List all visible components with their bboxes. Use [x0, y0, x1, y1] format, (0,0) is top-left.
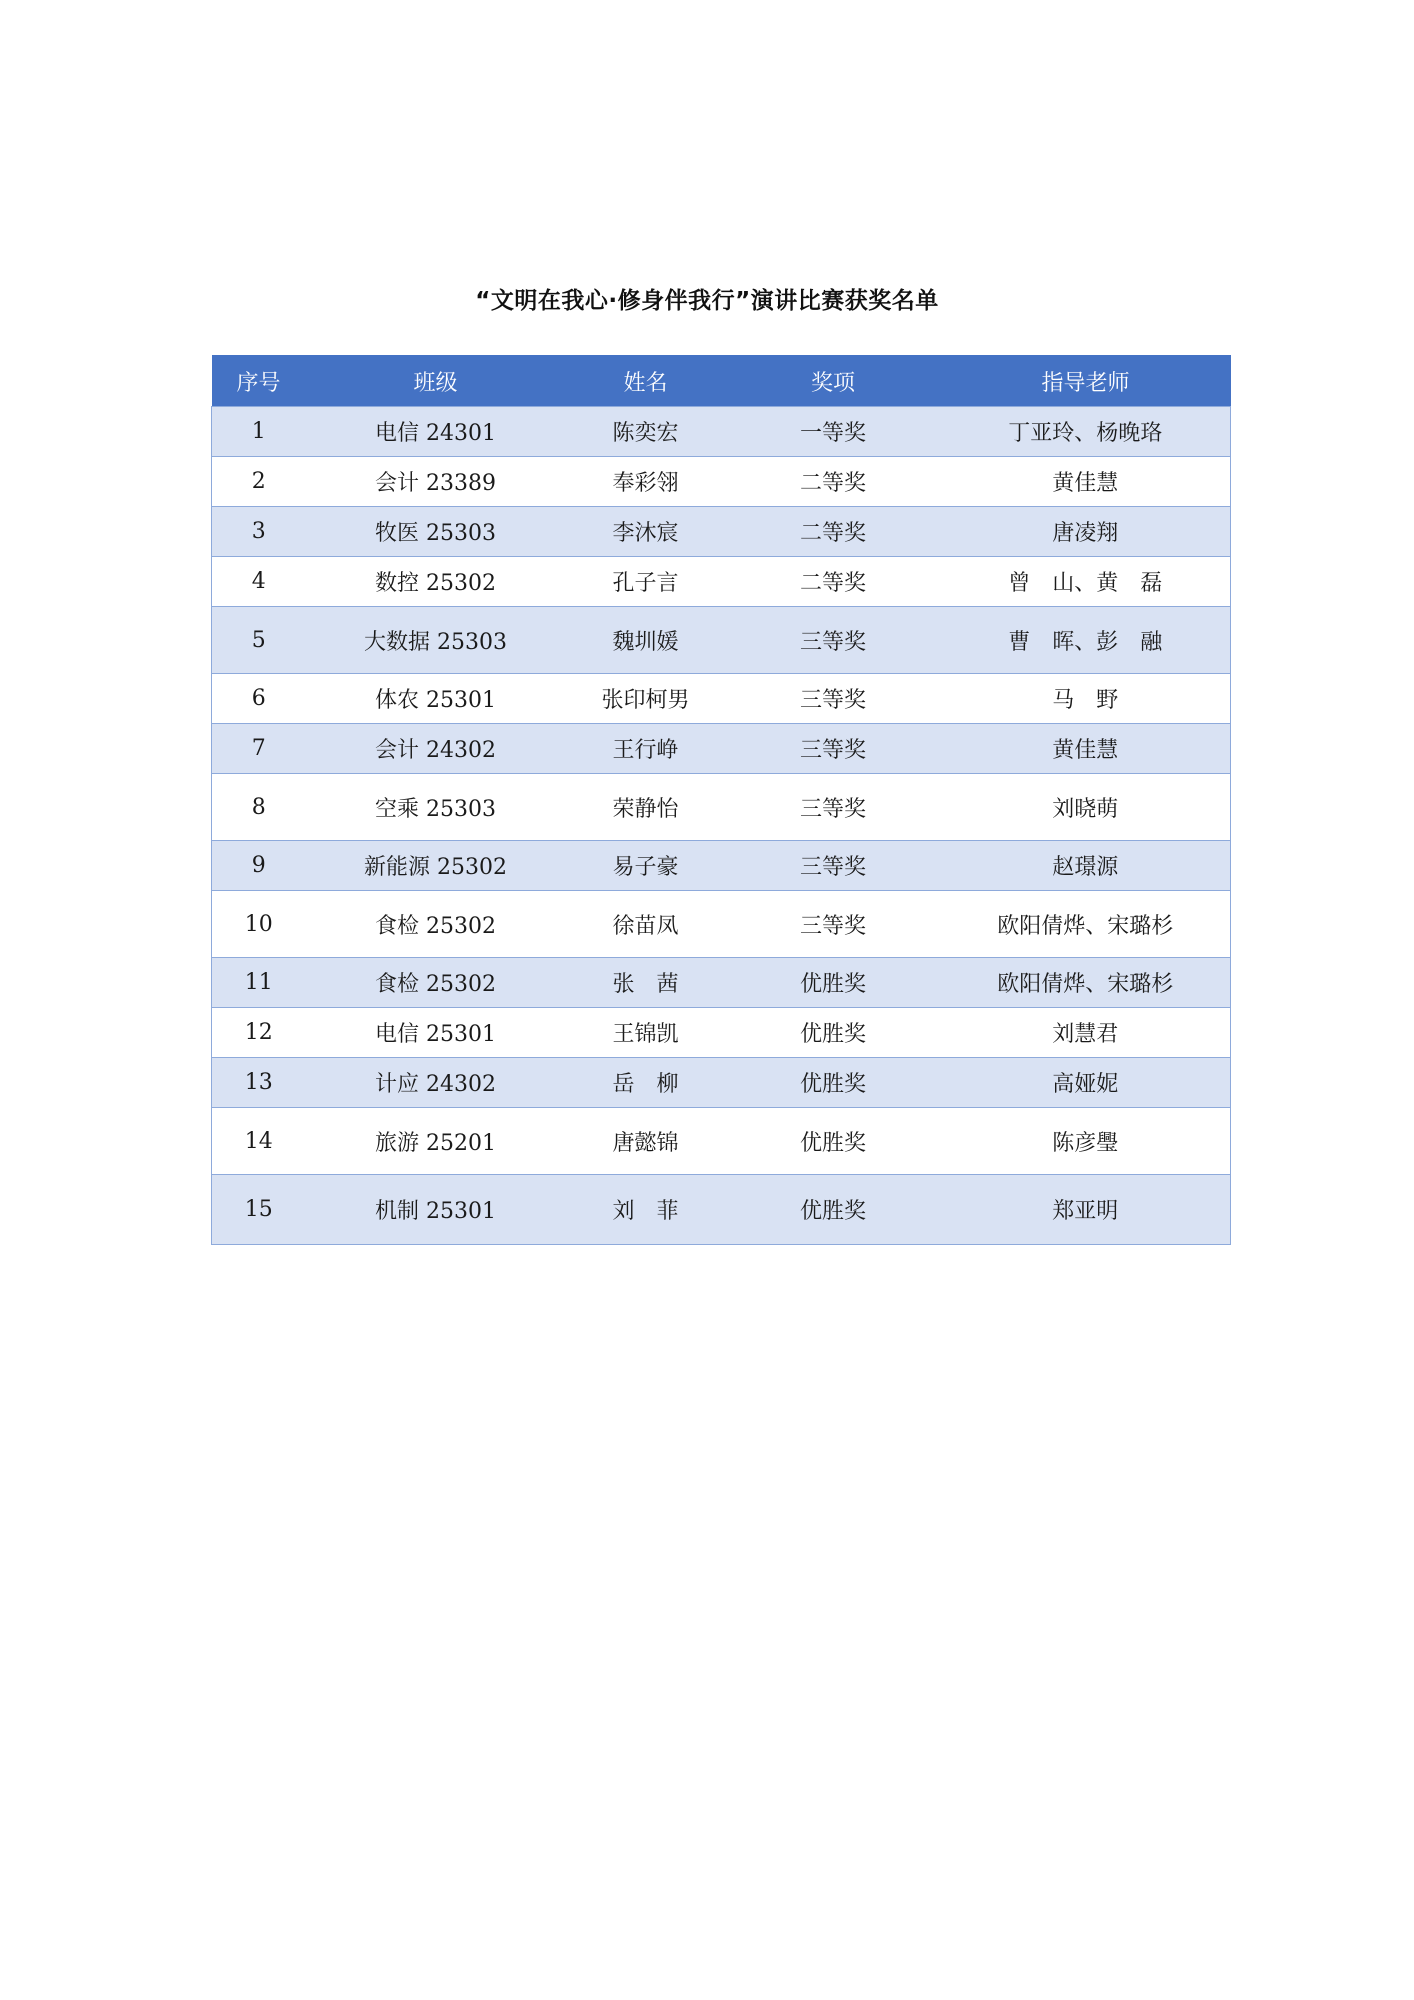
cell-award: 三等奖 — [726, 891, 941, 958]
cell-teacher: 曾 山、黄 磊 — [941, 557, 1231, 607]
cell-teacher: 赵璟源 — [941, 841, 1231, 891]
cell-teacher: 陈彦璺 — [941, 1108, 1231, 1175]
cell-class: 旅游 25201 — [306, 1108, 566, 1175]
cell-award: 优胜奖 — [726, 1175, 941, 1245]
cell-teacher: 欧阳倩烨、宋璐杉 — [941, 891, 1231, 958]
cell-teacher: 刘晓萌 — [941, 774, 1231, 841]
header-teacher: 指导老师 — [941, 356, 1231, 407]
table-row — [212, 1058, 1231, 1108]
cell-class: 数控 25302 — [306, 557, 566, 607]
cell-award: 优胜奖 — [726, 1008, 941, 1058]
cell-award: 二等奖 — [726, 507, 941, 557]
cell-teacher: 马 野 — [941, 674, 1231, 724]
table-row — [212, 457, 1231, 507]
cell-class: 牧医 25303 — [306, 507, 566, 557]
cell-class: 机制 25301 — [306, 1175, 566, 1245]
cell-name: 魏圳媛 — [566, 607, 726, 674]
cell-name: 易子豪 — [566, 841, 726, 891]
header-no: 序号 — [212, 356, 306, 407]
cell-teacher: 丁亚玲、杨晚珞 — [941, 407, 1231, 457]
cell-class: 食检 25302 — [306, 958, 566, 1008]
cell-class: 会计 24302 — [306, 724, 566, 774]
cell-no: 9 — [212, 841, 306, 891]
cell-no: 6 — [212, 674, 306, 724]
cell-no: 10 — [212, 891, 306, 958]
cell-award: 三等奖 — [726, 724, 941, 774]
cell-teacher: 黄佳慧 — [941, 724, 1231, 774]
cell-award: 优胜奖 — [726, 1108, 941, 1175]
cell-no: 14 — [212, 1108, 306, 1175]
cell-award: 二等奖 — [726, 557, 941, 607]
cell-teacher: 曹 晖、彭 融 — [941, 607, 1231, 674]
table-row — [212, 774, 1231, 841]
header-row — [212, 356, 1231, 407]
cell-name: 陈奕宏 — [566, 407, 726, 457]
cell-teacher: 唐凌翔 — [941, 507, 1231, 557]
cell-award: 三等奖 — [726, 841, 941, 891]
table-row — [212, 958, 1231, 1008]
cell-class: 大数据 25303 — [306, 607, 566, 674]
cell-no: 12 — [212, 1008, 306, 1058]
cell-no: 4 — [212, 557, 306, 607]
document-title: “文明在我心·修身伴我行”演讲比赛获奖名单 — [475, 288, 939, 314]
cell-award: 优胜奖 — [726, 958, 941, 1008]
cell-no: 7 — [212, 724, 306, 774]
cell-award: 二等奖 — [726, 457, 941, 507]
cell-class: 电信 24301 — [306, 407, 566, 457]
table-row — [212, 557, 1231, 607]
cell-no: 8 — [212, 774, 306, 841]
header-award: 奖项 — [726, 356, 941, 407]
cell-class: 电信 25301 — [306, 1008, 566, 1058]
cell-award: 一等奖 — [726, 407, 941, 457]
cell-name: 唐懿锦 — [566, 1108, 726, 1175]
cell-teacher: 郑亚明 — [941, 1175, 1231, 1245]
cell-no: 1 — [212, 407, 306, 457]
cell-name: 张印柯男 — [566, 674, 726, 724]
cell-teacher: 高娅妮 — [941, 1058, 1231, 1108]
cell-name: 李沐宸 — [566, 507, 726, 557]
table-row — [212, 407, 1231, 457]
table-row — [212, 841, 1231, 891]
cell-award: 三等奖 — [726, 607, 941, 674]
table-row — [212, 1108, 1231, 1175]
awards-table — [211, 355, 1231, 1245]
cell-name: 张 茜 — [566, 958, 726, 1008]
table-row — [212, 1175, 1231, 1245]
cell-award: 优胜奖 — [726, 1058, 941, 1108]
table-body — [212, 407, 1231, 1245]
cell-no: 3 — [212, 507, 306, 557]
cell-teacher: 黄佳慧 — [941, 457, 1231, 507]
cell-no: 13 — [212, 1058, 306, 1108]
cell-name: 王锦凯 — [566, 1008, 726, 1058]
cell-name: 荣静怡 — [566, 774, 726, 841]
table-header — [212, 356, 1231, 407]
cell-name: 王行峥 — [566, 724, 726, 774]
table-row — [212, 1008, 1231, 1058]
table-row — [212, 607, 1231, 674]
cell-class: 体农 25301 — [306, 674, 566, 724]
header-class: 班级 — [306, 356, 566, 407]
cell-no: 5 — [212, 607, 306, 674]
cell-no: 11 — [212, 958, 306, 1008]
cell-no: 2 — [212, 457, 306, 507]
cell-name: 徐苗凤 — [566, 891, 726, 958]
cell-class: 会计 23389 — [306, 457, 566, 507]
cell-teacher: 欧阳倩烨、宋璐杉 — [941, 958, 1231, 1008]
cell-class: 空乘 25303 — [306, 774, 566, 841]
cell-class: 计应 24302 — [306, 1058, 566, 1108]
cell-class: 食检 25302 — [306, 891, 566, 958]
cell-name: 岳 柳 — [566, 1058, 726, 1108]
table-row — [212, 724, 1231, 774]
header-name: 姓名 — [566, 356, 726, 407]
table-row — [212, 891, 1231, 958]
cell-award: 三等奖 — [726, 674, 941, 724]
cell-no: 15 — [212, 1175, 306, 1245]
cell-teacher: 刘慧君 — [941, 1008, 1231, 1058]
cell-name: 刘 菲 — [566, 1175, 726, 1245]
cell-name: 孔子言 — [566, 557, 726, 607]
table-row — [212, 674, 1231, 724]
cell-name: 奉彩翎 — [566, 457, 726, 507]
table-row — [212, 507, 1231, 557]
cell-class: 新能源 25302 — [306, 841, 566, 891]
cell-award: 三等奖 — [726, 774, 941, 841]
